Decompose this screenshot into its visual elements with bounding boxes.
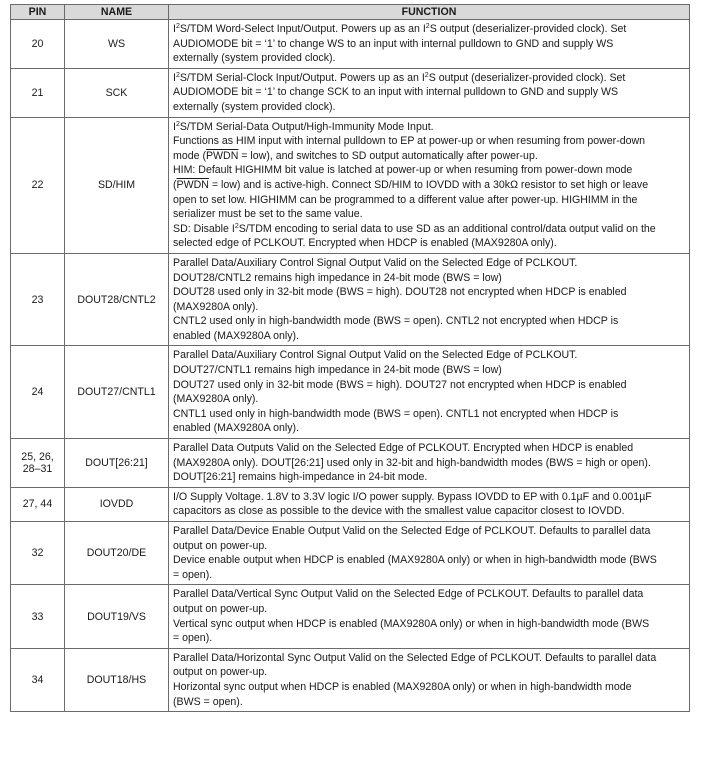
- superscript-text: 2: [425, 23, 430, 30]
- function-text-segment: DOUT28/CNTL2 remains high impedance in 24-bit mode (BWS = low): [173, 271, 502, 284]
- pin-column-header: PIN: [11, 5, 65, 20]
- function-text-line: [173, 300, 686, 315]
- superscript-text: 2: [234, 222, 239, 230]
- function-text-segment: AUDIOMODE bit = ‘1’ to change WS to an input with internal pulldown to GND and supply WS: [173, 37, 614, 50]
- pin-number-cell: 32: [11, 522, 65, 585]
- pin-name-cell: DOUT19/VS: [65, 585, 169, 648]
- pin-number-cell: 23: [11, 253, 65, 346]
- function-text-segment: Device enable output when HDCP is enabled (MAX9280A only) or when in high-bandwidth mode (BWS: [173, 554, 657, 567]
- function-text-line: [173, 236, 686, 251]
- function-text-segment: = low), and switches to SD output automatically after power-up.: [238, 149, 538, 162]
- function-text-segment: = open).: [173, 568, 213, 581]
- function-text-segment: Functions as HIM input with internal pulldown to EP at power-up or when resuming from power-down: [173, 135, 646, 148]
- table-row: [11, 346, 690, 439]
- function-text-line: [173, 314, 686, 329]
- function-text-segment: DOUT28 used only in 32-bit mode (BWS = high). DOUT28 not encrypted when HDCP is enabled: [173, 286, 627, 299]
- superscript-text: 2: [175, 120, 180, 128]
- name-column-header: NAME: [65, 5, 169, 20]
- function-text-line: [173, 149, 686, 164]
- function-text-segment: serializer must be set to the same value.: [173, 208, 363, 221]
- function-text-segment: CNTL2 used only in high-bandwidth mode (BWS = open). CNTL2 not encrypted when HDCP is: [173, 315, 619, 328]
- table-header: [11, 5, 690, 20]
- function-text-line: [173, 568, 686, 583]
- function-text-line: [173, 71, 686, 86]
- pin-name-cell: DOUT27/CNTL1: [65, 346, 169, 439]
- pin-number-cell: 27, 44: [11, 487, 65, 521]
- function-description-cell: [169, 253, 690, 346]
- function-text-line: [173, 207, 686, 222]
- function-text-line: [173, 163, 686, 178]
- function-text-line: [173, 134, 686, 149]
- function-text-segment: enabled (MAX9280A only).: [173, 329, 300, 342]
- pin-name-cell: WS: [65, 20, 169, 69]
- function-text-segment: Vertical sync output when HDCP is enabled (MAX9280A only) or when in high-bandwidth mode (BWS: [173, 617, 650, 630]
- function-text-line: [173, 285, 686, 300]
- function-text-line: [173, 602, 686, 617]
- function-text-segment: I/O Supply Voltage. 1.8V to 3.3V logic I/O power supply. Bypass IOVDD to EP with 0.1µF and 0.001µF: [173, 490, 652, 503]
- function-text-line: [173, 120, 686, 135]
- function-text-line: [173, 490, 686, 505]
- function-text-segment: S output (deserializer-provided clock). Set: [429, 23, 627, 35]
- function-text-line: [173, 504, 686, 519]
- function-text-line: [173, 470, 686, 485]
- function-text-segment: Parallel Data/Auxiliary Control Signal Output Valid on the Selected Edge of PCLKOUT.: [173, 349, 578, 362]
- function-text-line: [173, 651, 686, 666]
- table-row: [11, 522, 690, 585]
- table-row: [11, 20, 690, 69]
- header-row: [11, 5, 690, 20]
- function-text-segment: (: [173, 178, 177, 191]
- function-text-line: [173, 378, 686, 393]
- active-low-signal-text: PWDN: [176, 178, 209, 191]
- pin-number-cell: 21: [11, 68, 65, 117]
- function-text-line: [173, 421, 686, 436]
- pin-name-cell: IOVDD: [65, 487, 169, 521]
- function-description-cell: [169, 346, 690, 439]
- function-description-cell: [169, 487, 690, 521]
- pin-name-cell: DOUT[26:21]: [65, 439, 169, 488]
- function-text-segment: output on power-up.: [173, 602, 268, 615]
- function-text-segment: open to set low. HIGHIMM can be programmed to a different value after power-up. HIGHIMM in the: [173, 193, 638, 206]
- function-text-segment: S/TDM Serial-Data Output/High-Immunity Mode Input.: [179, 120, 434, 133]
- table-row: [11, 117, 690, 253]
- function-text-segment: Parallel Data/Vertical Sync Output Valid on the Selected Edge of PCLKOUT. Defaults to parallel data: [173, 588, 644, 601]
- function-text-line: [173, 680, 686, 695]
- function-text-line: [173, 392, 686, 407]
- function-text-segment: (MAX9280A only).: [173, 300, 259, 313]
- function-text-line: [173, 539, 686, 554]
- function-text-line: [173, 363, 686, 378]
- function-text-line: [173, 193, 686, 208]
- function-description-cell: [169, 648, 690, 711]
- function-text-line: [173, 587, 686, 602]
- function-text-segment: CNTL1 used only in high-bandwidth mode (BWS = open). CNTL1 not encrypted when HDCP is: [173, 407, 619, 420]
- table-row: [11, 648, 690, 711]
- function-text-segment: Parallel Data Outputs Valid on the Selected Edge of PCLKOUT. Encrypted when HDCP is enabled: [173, 442, 634, 455]
- function-text-segment: mode (: [173, 149, 206, 162]
- function-text-segment: (BWS = open).: [173, 695, 243, 708]
- function-text-segment: externally (system provided clock).: [173, 52, 336, 65]
- function-text-line: [173, 37, 686, 52]
- table-row: [11, 439, 690, 488]
- function-text-segment: S/TDM encoding to serial data to use SD as an additional control/data output valid on the: [238, 222, 656, 235]
- function-text-segment: = open).: [173, 632, 213, 645]
- function-text-segment: S output (deserializer-provided clock). Set: [428, 71, 626, 84]
- function-text-line: [173, 271, 686, 286]
- function-text-line: [173, 51, 686, 66]
- function-text-line: [173, 441, 686, 456]
- table-body: [11, 20, 690, 712]
- active-low-signal-text: PWDN: [205, 149, 239, 162]
- function-text-segment: I: [173, 120, 176, 133]
- function-text-segment: externally (system provided clock).: [173, 100, 336, 113]
- function-text-segment: (MAX9280A only). DOUT[26:21] used only in 32-bit and high-bandwidth modes (BWS = high or open).: [173, 456, 651, 469]
- function-column-header: FUNCTION: [169, 5, 690, 20]
- function-text-line: [173, 695, 686, 710]
- function-text-line: [173, 631, 686, 646]
- function-text-segment: = low) and is active-high. Connect SD/HIM to IOVDD with a 30kΩ resistor to set high or leave: [208, 178, 649, 191]
- function-text-segment: Parallel Data/Device Enable Output Valid on the Selected Edge of PCLKOUT. Defaults to parallel data: [173, 525, 651, 537]
- function-text-segment: S/TDM Word-Select Input/Output. Powers up as an I: [179, 23, 426, 35]
- function-text-line: [173, 553, 686, 568]
- function-text-line: [173, 329, 686, 344]
- function-text-segment: Horizontal sync output when HDCP is enabled (MAX9280A only) or when in high-bandwidth mode: [173, 680, 632, 693]
- function-text-segment: DOUT[26:21] remains high-impedance in 24-bit mode.: [173, 471, 428, 484]
- superscript-text: 2: [175, 71, 180, 79]
- function-text-line: [173, 178, 686, 193]
- pin-number-cell: 22: [11, 117, 65, 253]
- pin-name-cell: DOUT20/DE: [65, 522, 169, 585]
- pin-number-cell: 20: [11, 20, 65, 69]
- table-row: [11, 487, 690, 521]
- function-description-cell: [169, 20, 690, 69]
- function-text-line: [173, 524, 686, 539]
- function-text-segment: I: [173, 71, 176, 84]
- function-text-segment: (MAX9280A only).: [173, 393, 259, 406]
- function-text-line: [173, 222, 686, 237]
- function-text-line: [173, 85, 686, 100]
- function-text-line: [173, 100, 686, 115]
- function-text-line: [173, 22, 686, 37]
- function-text-segment: AUDIOMODE bit = ‘1’ to change SCK to an input with internal pulldown to GND and supply WS: [173, 86, 619, 99]
- table-row: [11, 68, 690, 117]
- pin-name-cell: SD/HIM: [65, 117, 169, 253]
- function-description-cell: [169, 117, 690, 253]
- function-text-segment: I: [173, 23, 176, 35]
- function-text-segment: Parallel Data/Horizontal Sync Output Valid on the Selected Edge of PCLKOUT. Defaults to parallel data: [173, 651, 657, 664]
- function-description-cell: [169, 585, 690, 648]
- pin-number-cell: 33: [11, 585, 65, 648]
- function-description-cell: [169, 68, 690, 117]
- function-text-line: [173, 617, 686, 632]
- table-row: [11, 253, 690, 346]
- function-text-line: [173, 456, 686, 471]
- function-text-line: [173, 348, 686, 363]
- pin-number-cell: 24: [11, 346, 65, 439]
- function-text-segment: Parallel Data/Auxiliary Control Signal Output Valid on the Selected Edge of PCLKOUT.: [173, 256, 578, 269]
- function-text-segment: DOUT27/CNTL1 remains high impedance in 24-bit mode (BWS = low): [173, 364, 502, 377]
- function-description-cell: [169, 439, 690, 488]
- pin-name-cell: SCK: [65, 68, 169, 117]
- function-text-segment: SD: Disable I: [173, 222, 235, 235]
- pin-description-table: [10, 4, 690, 712]
- superscript-text: 2: [424, 71, 429, 79]
- table-row: [11, 585, 690, 648]
- function-description-cell: [169, 522, 690, 585]
- function-text-segment: selected edge of PCLKOUT. Encrypted when HDCP is enabled (MAX9280A only).: [173, 237, 557, 250]
- function-text-line: [173, 256, 686, 271]
- superscript-text: 2: [175, 23, 180, 30]
- function-text-segment: HIM: Default HIGHIMM bit value is latched at power-up or when resuming from power-down mode: [173, 164, 633, 177]
- function-text-segment: output on power-up.: [173, 666, 268, 679]
- function-text-segment: DOUT27 used only in 32-bit mode (BWS = high). DOUT27 not encrypted when HDCP is enabled: [173, 378, 627, 391]
- function-text-segment: enabled (MAX9280A only).: [173, 422, 300, 435]
- pin-name-cell: DOUT28/CNTL2: [65, 253, 169, 346]
- function-text-line: [173, 407, 686, 422]
- pin-number-cell: 25, 26, 28–31: [11, 439, 65, 488]
- function-text-line: [173, 665, 686, 680]
- function-text-segment: S/TDM Serial-Clock Input/Output. Powers up as an I: [179, 71, 425, 84]
- pin-number-cell: 34: [11, 648, 65, 711]
- function-text-segment: capacitors as close as possible to the device with the smallest value capacitor closest to IOVDD.: [173, 505, 625, 518]
- pin-name-cell: DOUT18/HS: [65, 648, 169, 711]
- function-text-segment: output on power-up.: [173, 539, 268, 552]
